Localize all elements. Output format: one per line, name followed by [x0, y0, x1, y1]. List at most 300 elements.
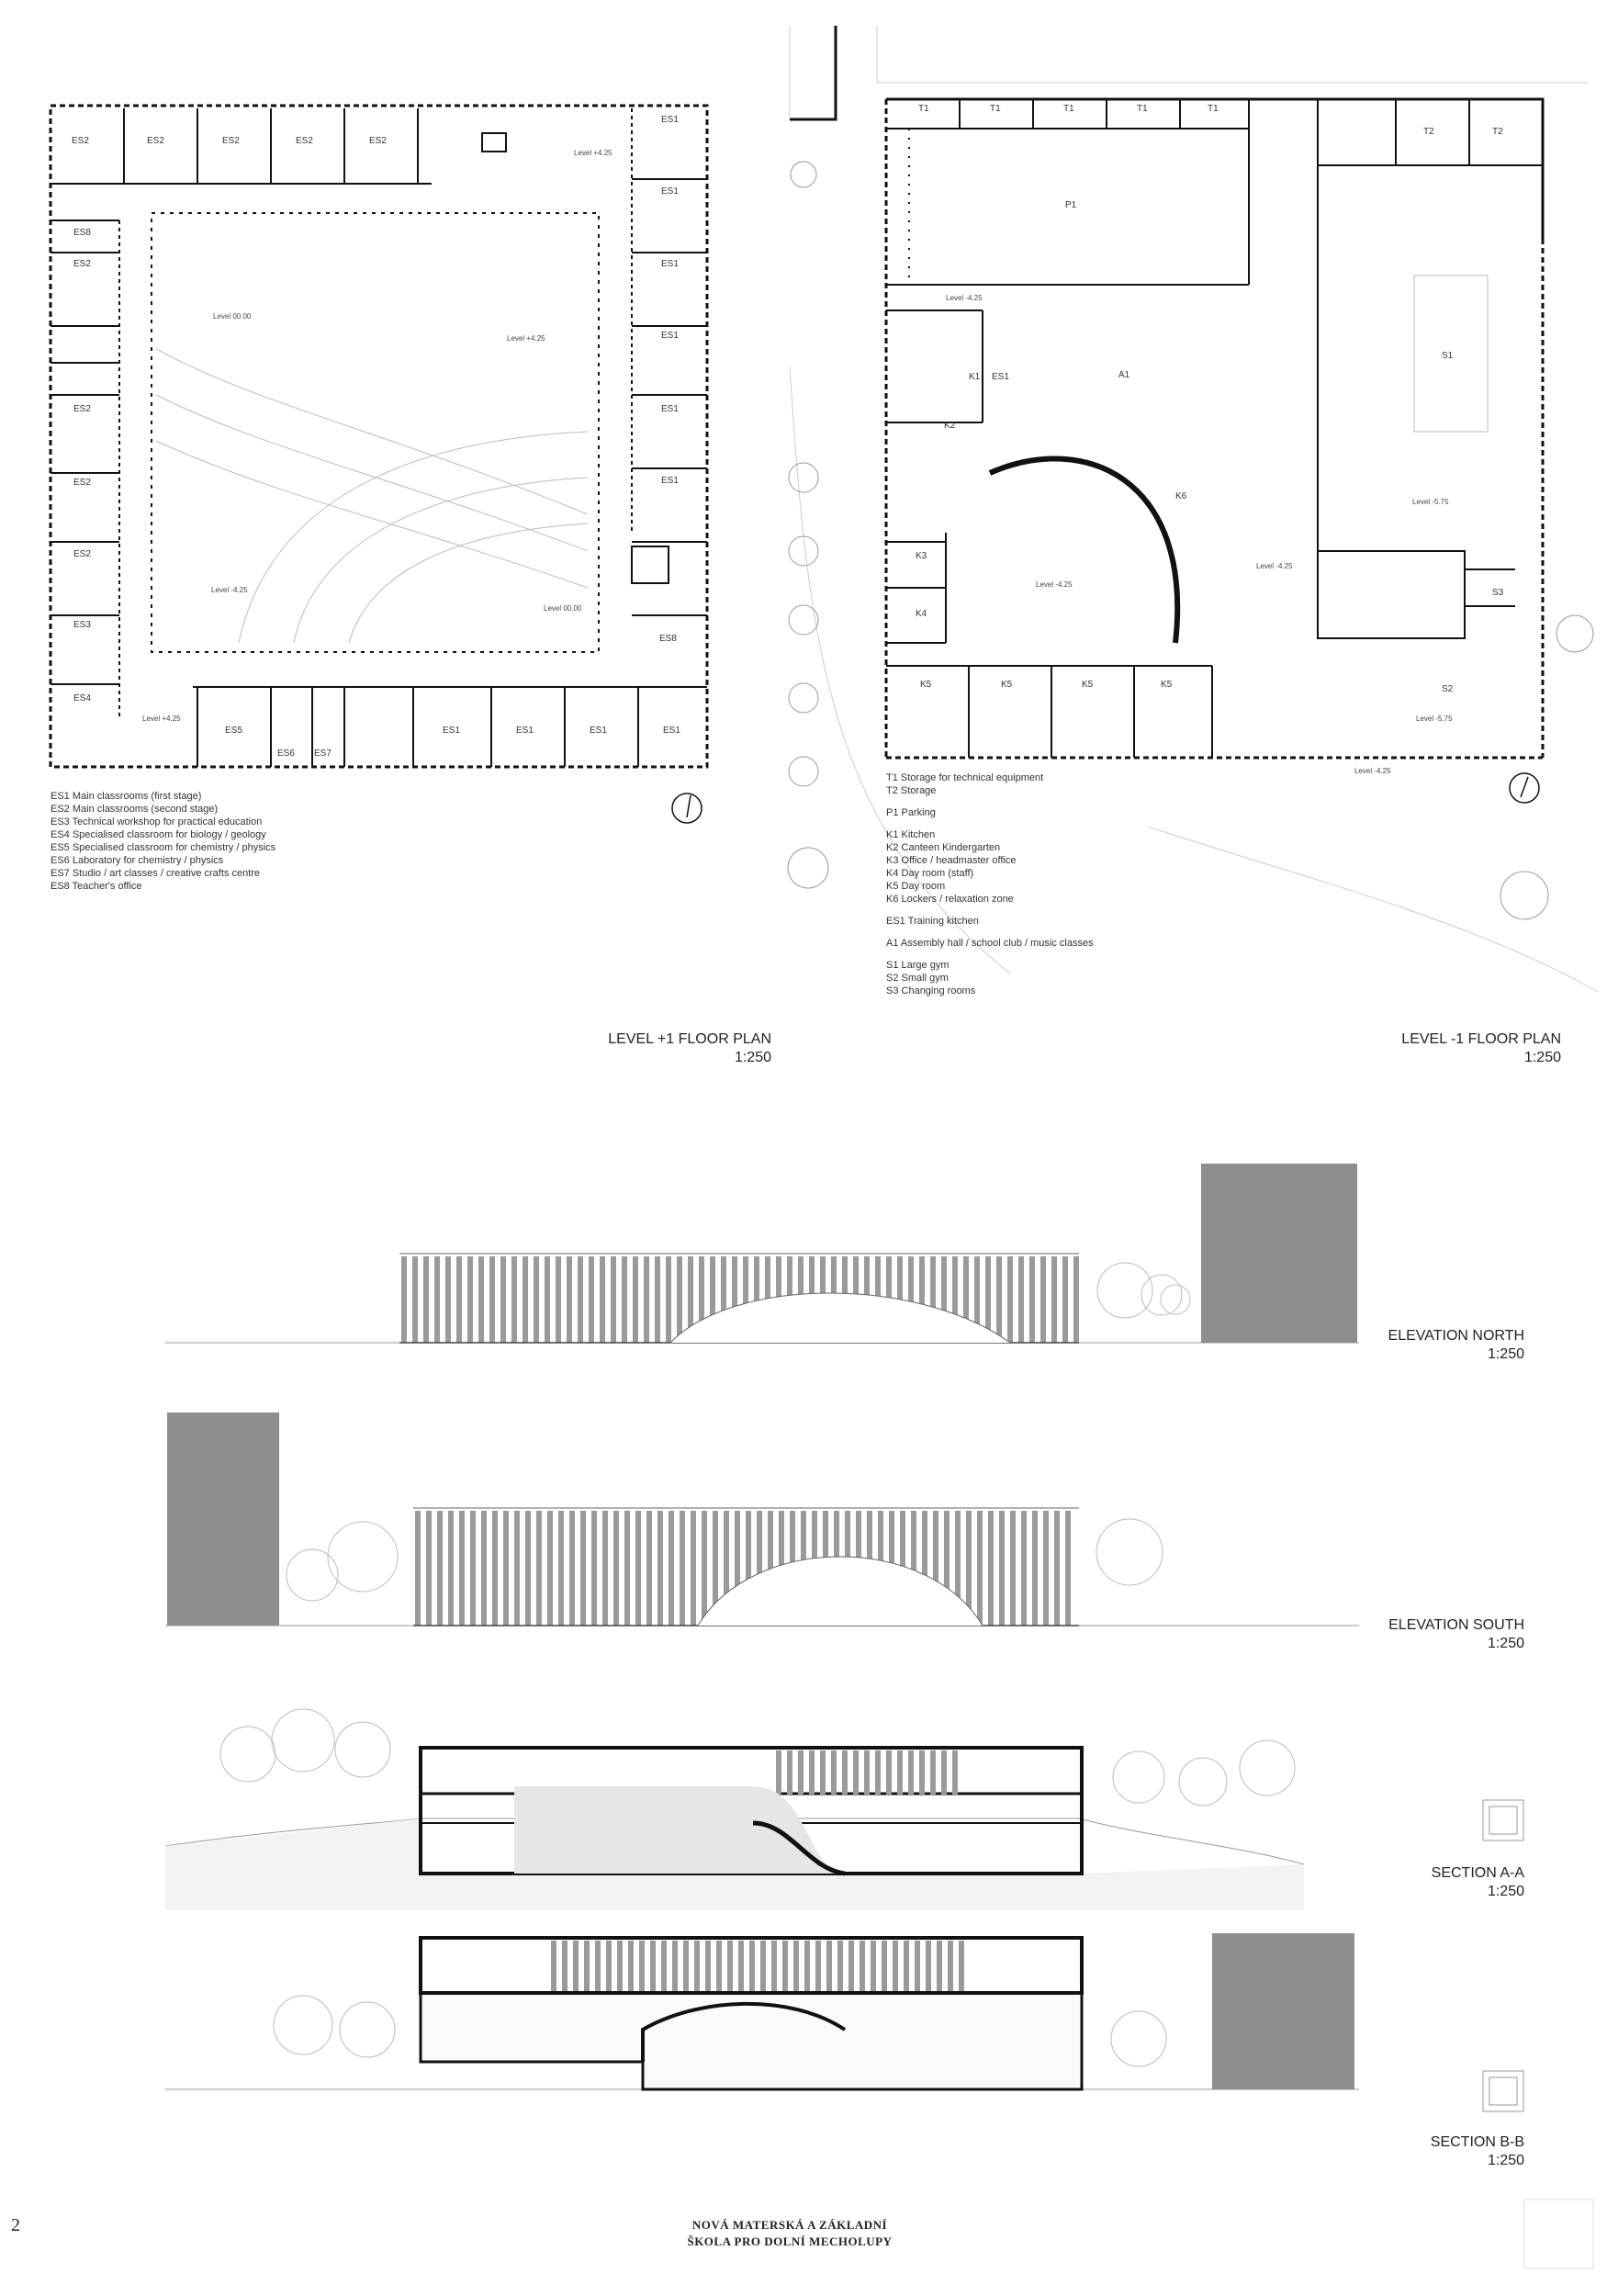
elevation-south — [165, 1412, 1359, 1626]
room-label-k6: K6 — [1175, 491, 1187, 501]
facade-fin — [915, 1941, 920, 1991]
facade-fin — [489, 1256, 495, 1343]
facade-fin — [1029, 1256, 1035, 1343]
facade-fin — [683, 1941, 689, 1991]
facade-fin — [793, 1941, 799, 1991]
facade-fin — [1010, 1511, 1016, 1626]
facade-fins — [776, 1750, 958, 1795]
lower-plan-gyms — [1318, 179, 1515, 638]
legend-item: S1 Large gym — [886, 960, 950, 971]
facade-fin — [558, 1511, 564, 1626]
drawing-scale: 1:250 — [1523, 1050, 1561, 1065]
facade-fin — [944, 1511, 950, 1626]
facade-fin — [727, 1941, 733, 1991]
room-label-es1: ES1 — [661, 476, 679, 486]
facade-fin — [919, 1750, 925, 1795]
lower-plan-legend — [886, 771, 1094, 997]
level-mark: Level -5.75 — [1412, 498, 1449, 506]
facade-fin — [547, 1511, 553, 1626]
facade-fin — [470, 1511, 476, 1626]
facade-fin — [820, 1256, 826, 1343]
facade-fin — [1073, 1256, 1079, 1343]
room-label-es2: ES2 — [73, 404, 91, 414]
facade-fin — [1051, 1256, 1057, 1343]
facade-fin — [867, 1511, 872, 1626]
facade-fin — [525, 1511, 531, 1626]
section-b-b-title — [1322, 2133, 1524, 2170]
tree-group — [1097, 1263, 1190, 1318]
drawing-scale: 1:250 — [1487, 1636, 1524, 1651]
facade-fin — [1018, 1256, 1024, 1343]
facade-fin — [666, 1256, 671, 1343]
facade-fin — [691, 1511, 696, 1626]
project-title-line: ŠKOLA PRO DOLNÍ MECHOLUPY — [687, 2234, 893, 2248]
facade-fin — [1007, 1256, 1013, 1343]
lower-plan-kindergarten — [886, 310, 1212, 758]
facade-fin — [644, 1256, 649, 1343]
facade-fin — [437, 1511, 443, 1626]
facade-fin — [864, 1750, 870, 1795]
facade-fin — [1032, 1511, 1038, 1626]
facade-fin — [702, 1511, 707, 1626]
tree-group — [287, 1519, 1163, 1601]
facade-fin — [699, 1256, 704, 1343]
facade-fin — [401, 1256, 407, 1343]
room-label-s3: S3 — [1492, 588, 1504, 598]
facade-fin — [536, 1511, 542, 1626]
facade-fin — [1054, 1511, 1060, 1626]
facade-fin — [765, 1256, 770, 1343]
drawing-title: SECTION A-A — [1431, 1865, 1524, 1881]
facade-fin — [776, 1256, 781, 1343]
room-label-es1: ES1 — [661, 331, 679, 341]
facade-fin — [705, 1941, 711, 1991]
facade-fin — [434, 1256, 440, 1343]
corner-frame-mark — [1524, 2200, 1593, 2268]
room-label-k5: K5 — [1001, 680, 1013, 690]
lower-plan-storage-row — [886, 99, 1543, 285]
legend-item: ES1 Training kitchen — [886, 916, 979, 927]
facade-fin — [713, 1511, 718, 1626]
facade-fin — [655, 1256, 660, 1343]
facade-fin — [801, 1511, 806, 1626]
legend-item: ES1 Main classrooms (first stage) — [51, 791, 202, 802]
facade-fin — [743, 1256, 748, 1343]
upper-plan-top-classrooms — [51, 108, 506, 184]
drawing-scale: 1:250 — [1487, 1884, 1524, 1899]
facade-fin — [782, 1941, 788, 1991]
facade-fin — [779, 1511, 784, 1626]
level-mark: Level 00.00 — [544, 604, 582, 613]
facade-fin — [831, 1256, 837, 1343]
room-label-k5: K5 — [1082, 680, 1094, 690]
room-label-es5: ES5 — [225, 726, 242, 736]
room-label-s1: S1 — [1442, 351, 1454, 361]
facade-fin — [893, 1941, 898, 1991]
lower-plan-title — [1341, 1030, 1561, 1067]
facade-fin — [467, 1256, 473, 1343]
upper-plan-legend — [51, 790, 275, 893]
level-mark: Level +4.25 — [507, 334, 545, 343]
circular-hall-wall — [990, 458, 1177, 643]
facade-fin — [860, 1941, 865, 1991]
level-mark: Level -4.25 — [1256, 562, 1293, 570]
level-mark: Level 00.00 — [213, 312, 252, 321]
legend-item: ES6 Laboratory for chemistry / physics — [51, 855, 224, 866]
level-mark: Level -4.25 — [1354, 767, 1391, 775]
section-a-a — [165, 1709, 1523, 1910]
facade-fin — [757, 1511, 762, 1626]
room-label-es7: ES7 — [314, 748, 332, 759]
upper-plan-terrace-contours — [156, 349, 588, 643]
room-label-es8: ES8 — [659, 634, 677, 644]
facade-fin — [646, 1511, 652, 1626]
facade-fin — [974, 1256, 980, 1343]
room-label-t2: T2 — [1492, 127, 1503, 137]
room-label-es2: ES2 — [73, 259, 91, 269]
facade-fin — [988, 1511, 994, 1626]
facade-fins — [401, 1256, 1079, 1343]
tree-group — [274, 1996, 1166, 2066]
facade-fin — [1065, 1511, 1071, 1626]
facade-fin — [922, 1511, 927, 1626]
room-label-es1: ES1 — [443, 726, 460, 736]
facade-fin — [900, 1511, 905, 1626]
level-mark: Level +4.25 — [574, 149, 612, 157]
facade-fin — [1040, 1256, 1046, 1343]
facade-fin — [842, 1256, 848, 1343]
facade-fin — [856, 1511, 861, 1626]
room-label-a1: A1 — [1118, 370, 1130, 380]
facade-fin — [848, 1941, 854, 1991]
facade-fin — [448, 1511, 454, 1626]
legend-item: S3 Changing rooms — [886, 985, 976, 996]
facade-fin — [415, 1511, 421, 1626]
facade-fin — [1043, 1511, 1049, 1626]
facade-fin — [635, 1511, 641, 1626]
facade-fin — [746, 1511, 751, 1626]
facade-fin — [919, 1256, 925, 1343]
facade-fin — [624, 1511, 630, 1626]
facade-fin — [492, 1511, 498, 1626]
facade-fin — [600, 1256, 605, 1343]
facade-fin — [959, 1941, 964, 1991]
level-mark: Level -5.75 — [1416, 715, 1453, 723]
project-title-line: NOVÁ MATERSKÁ A ZÁKLADNÍ — [691, 2218, 888, 2232]
facade-fin — [955, 1511, 961, 1626]
facade-fin — [926, 1941, 931, 1991]
facade-fin — [948, 1941, 953, 1991]
facade-fin — [804, 1941, 810, 1991]
facade-fins — [551, 1941, 964, 1991]
legend-item: K3 Office / headmaster office — [886, 855, 1017, 866]
room-label-es1: ES1 — [661, 259, 679, 269]
legend-item: A1 Assembly hall / school club / music classes — [886, 938, 1094, 949]
room-label-es2: ES2 — [72, 136, 89, 146]
room-label-es2: ES2 — [222, 136, 240, 146]
facade-fin — [672, 1941, 678, 1991]
facade-fin — [809, 1750, 815, 1795]
facade-fin — [966, 1511, 972, 1626]
facade-fin — [680, 1511, 685, 1626]
facade-fin — [578, 1256, 583, 1343]
facade-fins — [415, 1511, 1071, 1626]
section-key-b-b — [1483, 2071, 1523, 2111]
room-label-es1: ES1 — [661, 115, 679, 125]
level-mark: Level -4.25 — [1036, 580, 1073, 589]
facade-fin — [650, 1941, 656, 1991]
facade-fin — [589, 1256, 594, 1343]
facade-fin — [999, 1511, 1005, 1626]
room-label-es2: ES2 — [73, 549, 91, 559]
facade-fin — [911, 1511, 916, 1626]
room-label-t1: T1 — [1208, 104, 1219, 114]
drawing-title: LEVEL -1 FLOOR PLAN — [1401, 1031, 1561, 1047]
facade-fin — [677, 1256, 682, 1343]
facade-fin — [790, 1511, 795, 1626]
legend-item: ES7 Studio / art classes / creative crafts centre — [51, 868, 261, 879]
upper-plan-right-rooms — [632, 108, 707, 615]
drawing-title: ELEVATION NORTH — [1388, 1328, 1524, 1344]
room-label-t1: T1 — [990, 104, 1001, 114]
facade-fin — [875, 1256, 881, 1343]
legend-item: S2 Small gym — [886, 973, 949, 984]
legend-item: K2 Canteen Kindergarten — [886, 842, 1001, 853]
facade-fin — [834, 1511, 839, 1626]
room-label-es2: ES2 — [296, 136, 313, 146]
facade-fin — [545, 1256, 550, 1343]
facade-fin — [930, 1256, 936, 1343]
room-label-es6: ES6 — [277, 748, 295, 759]
facade-fin — [595, 1941, 601, 1991]
legend-item: ES2 Main classrooms (second stage) — [51, 804, 219, 815]
room-label-es1: ES1 — [516, 726, 534, 736]
section-b-b — [165, 1933, 1523, 2111]
facade-fin — [831, 1750, 837, 1795]
facade-fin — [933, 1511, 938, 1626]
legend-item: ES8 Teacher's office — [51, 881, 142, 892]
facade-fin — [930, 1750, 936, 1795]
facade-fin — [768, 1511, 773, 1626]
facade-fin — [617, 1941, 623, 1991]
facade-fin — [820, 1750, 826, 1795]
facade-fin — [853, 1750, 859, 1795]
facade-fin — [886, 1256, 892, 1343]
facade-fin — [776, 1750, 781, 1795]
facade-fin — [481, 1511, 487, 1626]
facade-fin — [1021, 1511, 1027, 1626]
project-title — [597, 2217, 983, 2250]
legend-item: K1 Kitchen — [886, 829, 936, 840]
room-label-es1: ES1 — [590, 726, 607, 736]
facade-fin — [567, 1256, 572, 1343]
facade-fin — [639, 1941, 645, 1991]
facade-fin — [812, 1511, 817, 1626]
facade-fin — [580, 1511, 586, 1626]
facade-fin — [996, 1256, 1002, 1343]
facade-fin — [573, 1941, 579, 1991]
facade-fin — [864, 1256, 870, 1343]
facade-fin — [562, 1941, 568, 1991]
elevation-north-title — [1322, 1327, 1524, 1364]
legend-item: ES5 Specialised classroom for chemistry / physics — [51, 842, 276, 853]
legend-item: ES3 Technical workshop for practical education — [51, 816, 263, 827]
facade-fin — [657, 1511, 663, 1626]
room-label-k1: K1 — [969, 372, 981, 382]
facade-fin — [908, 1256, 914, 1343]
facade-fin — [569, 1511, 575, 1626]
facade-fin — [787, 1256, 792, 1343]
room-label-es2: ES2 — [73, 478, 91, 488]
facade-fin — [669, 1511, 674, 1626]
room-label-es4: ES4 — [73, 693, 91, 703]
room-label-k2: K2 — [944, 421, 956, 431]
facade-fin — [633, 1256, 638, 1343]
facade-fin — [423, 1256, 429, 1343]
facade-fin — [889, 1511, 894, 1626]
room-label-k5: K5 — [920, 680, 932, 690]
facade-fin — [823, 1511, 828, 1626]
drawing-scale: 1:250 — [1487, 1346, 1524, 1362]
facade-fin — [875, 1750, 881, 1795]
facade-fin — [871, 1941, 876, 1991]
drawing-scale: 1:250 — [1487, 2153, 1524, 2168]
room-label-es1: ES1 — [663, 726, 680, 736]
facade-fin — [511, 1256, 517, 1343]
facade-fin — [591, 1511, 597, 1626]
facade-fin — [716, 1941, 722, 1991]
level-mark: Level -4.25 — [211, 586, 248, 594]
facade-fin — [500, 1256, 506, 1343]
facade-fin — [1062, 1256, 1068, 1343]
legend-item: T2 Storage — [886, 785, 937, 796]
legend-item: ES4 Specialised classroom for biology / geology — [51, 829, 266, 840]
facade-fin — [688, 1256, 693, 1343]
facade-fin — [809, 1256, 815, 1343]
facade-fin — [721, 1256, 726, 1343]
facade-fin — [412, 1256, 418, 1343]
facade-fin — [826, 1941, 832, 1991]
facade-fin — [602, 1511, 608, 1626]
drawing-title: ELEVATION SOUTH — [1388, 1617, 1524, 1633]
drawing-title: SECTION B-B — [1430, 2134, 1524, 2150]
facade-fin — [661, 1941, 667, 1991]
facade-fin — [985, 1256, 991, 1343]
facade-fin — [941, 1750, 947, 1795]
facade-fin — [514, 1511, 520, 1626]
facade-fin — [556, 1256, 561, 1343]
facade-fin — [897, 1750, 903, 1795]
facade-fin — [732, 1256, 737, 1343]
room-label-t1: T1 — [1063, 104, 1074, 114]
facade-fin — [787, 1750, 792, 1795]
room-label-t1: T1 — [918, 104, 929, 114]
legend-item: P1 Parking — [886, 807, 936, 818]
facade-fin — [937, 1941, 942, 1991]
legend-item: K5 Day room — [886, 881, 946, 892]
facade-fin — [584, 1941, 590, 1991]
room-label-k4: K4 — [916, 609, 927, 619]
facade-fin — [551, 1941, 556, 1991]
facade-fin — [842, 1750, 848, 1795]
facade-fin — [837, 1941, 843, 1991]
facade-fin — [904, 1941, 909, 1991]
elevation-north — [165, 1164, 1359, 1343]
drawing-scale: 1:250 — [734, 1050, 771, 1065]
facade-fin — [724, 1511, 729, 1626]
facade-fin — [749, 1941, 755, 1991]
room-label-es1: ES1 — [992, 372, 1009, 382]
facade-fin — [771, 1941, 777, 1991]
tree-group — [220, 1709, 1295, 1806]
facade-fin — [897, 1256, 903, 1343]
legend-item: K6 Lockers / relaxation zone — [886, 894, 1014, 905]
room-label-k5: K5 — [1161, 680, 1173, 690]
level-mark: Level +4.25 — [142, 715, 181, 723]
facade-fin — [523, 1256, 528, 1343]
facade-fin — [710, 1256, 715, 1343]
facade-fin — [886, 1750, 892, 1795]
lower-plan-north-arrow — [1510, 773, 1539, 803]
facade-fin — [798, 1750, 804, 1795]
room-label-es1: ES1 — [661, 404, 679, 414]
facade-fin — [963, 1256, 969, 1343]
facade-fin — [941, 1256, 947, 1343]
facade-fin — [815, 1941, 821, 1991]
facade-fin — [952, 1750, 958, 1795]
room-label-t1: T1 — [1137, 104, 1148, 114]
facade-fin — [738, 1941, 744, 1991]
facade-fin — [613, 1511, 619, 1626]
facade-fin — [845, 1511, 850, 1626]
facade-fin — [754, 1256, 759, 1343]
facade-fin — [622, 1256, 627, 1343]
facade-fin — [798, 1256, 804, 1343]
legend-item: K4 Day room (staff) — [886, 868, 974, 879]
facade-fin — [977, 1511, 983, 1626]
level-mark: Level -4.25 — [946, 294, 983, 302]
facade-fin — [426, 1511, 432, 1626]
page-number: 2 — [11, 2215, 20, 2235]
upper-plan-title — [551, 1030, 771, 1067]
facade-fin — [882, 1941, 887, 1991]
facade-fin — [908, 1750, 914, 1795]
room-label-es8: ES8 — [73, 228, 91, 238]
room-label-t2: T2 — [1423, 127, 1434, 137]
facade-fin — [478, 1256, 484, 1343]
section-a-a-title — [1322, 1864, 1524, 1901]
facade-fin — [445, 1256, 451, 1343]
facade-fin — [878, 1511, 883, 1626]
room-label-es1: ES1 — [661, 186, 679, 197]
legend-item: T1 Storage for technical equipment — [886, 772, 1044, 783]
facade-fin — [503, 1511, 509, 1626]
facade-fin — [459, 1511, 465, 1626]
room-label-p1: P1 — [1065, 200, 1077, 210]
upper-plan-north-arrow — [672, 793, 702, 823]
facade-fin — [735, 1511, 740, 1626]
facade-fin — [606, 1941, 612, 1991]
upper-plan-outer-walls — [51, 106, 707, 767]
room-label-es3: ES3 — [73, 620, 91, 630]
facade-fin — [760, 1941, 766, 1991]
facade-fin — [628, 1941, 634, 1991]
facade-fin — [611, 1256, 616, 1343]
room-label-k3: K3 — [916, 551, 927, 561]
facade-fin — [853, 1256, 859, 1343]
elevation-south-title — [1322, 1616, 1524, 1653]
upper-plan-left-rooms — [51, 220, 119, 716]
